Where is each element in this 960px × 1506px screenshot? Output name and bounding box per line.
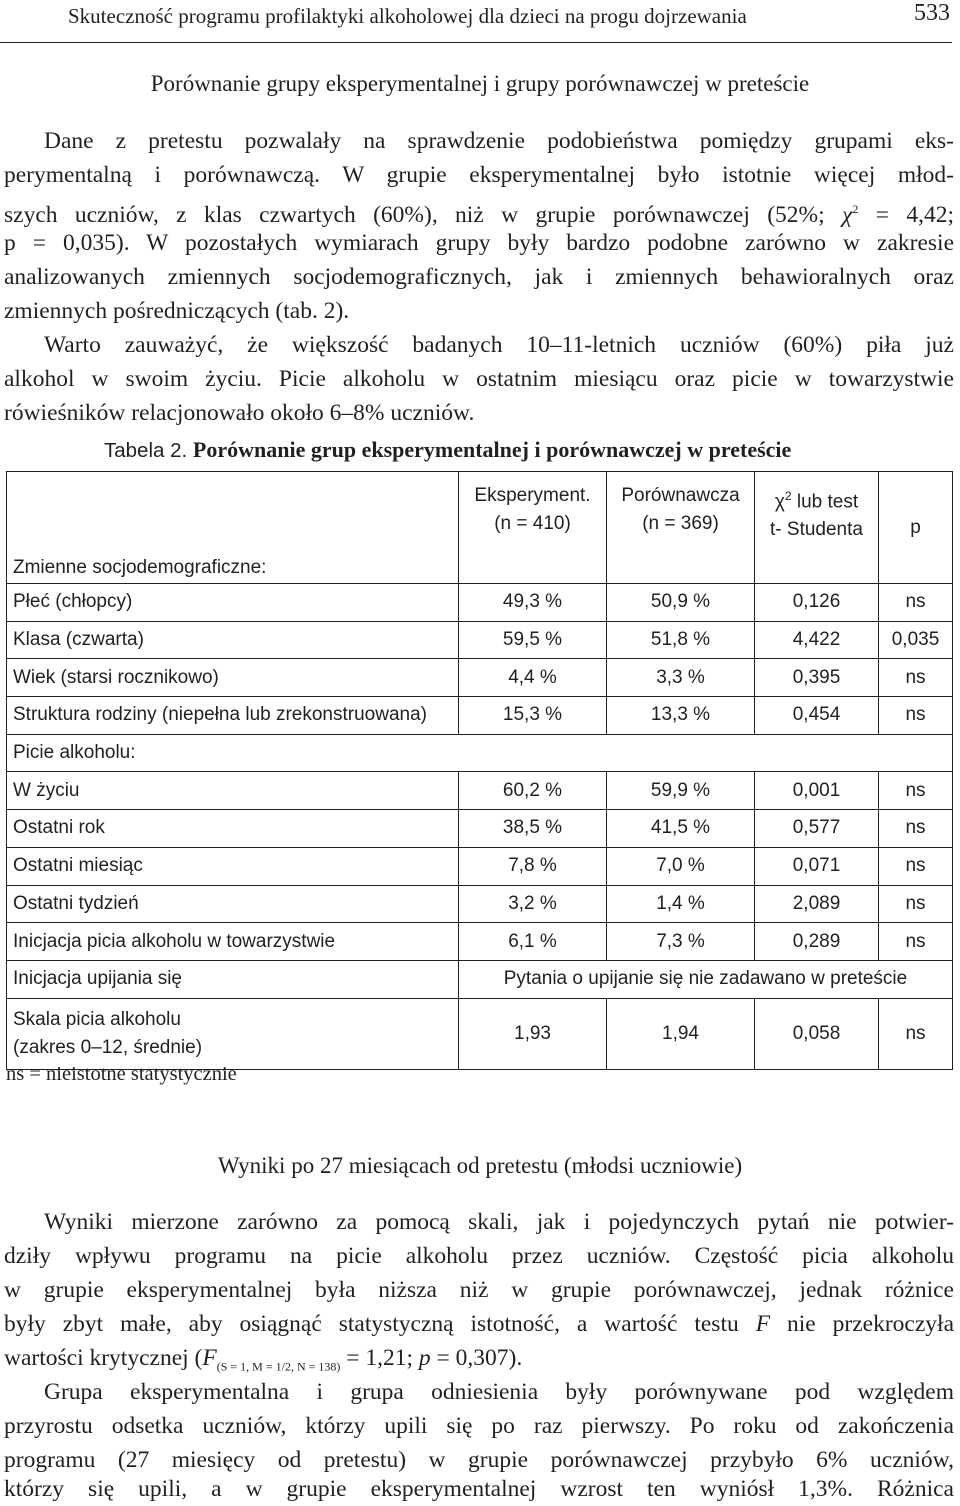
paragraph-line: analizowanych zmiennych socjodemograficznych, jak i zmiennych behawioralnych oraz bbox=[4, 264, 954, 290]
paragraph-line: p = 0,035). W pozostałych wymiarach grupy były bardzo podobne zarówno w zakresie bbox=[4, 230, 954, 256]
table-row: Ostatni rok 38,5 % 41,5 % 0,577 ns bbox=[7, 810, 953, 848]
paragraph-line: zmiennych pośredniczących (tab. 2). bbox=[4, 298, 350, 324]
paragraph-line: w grupie eksperymentalnej była niższa niż w grupie porównawczej, jednak różnice bbox=[4, 1277, 954, 1303]
table-row: Płeć (chłopcy) 49,3 % 50,9 % 0,126 ns bbox=[7, 584, 953, 622]
paragraph-line: były zbyt małe, aby osiągnąć statystyczną istotność, a wartość testu F nie przekroczyła bbox=[4, 1311, 955, 1337]
paragraph-line: Wyniki mierzone zarówno za pomocą skali, jak i pojedynczych pytań nie potwier- bbox=[44, 1209, 954, 1235]
table-row: Struktura rodziny (niepełna lub zrekonstruowana) 15,3 % 13,3 % 0,454 ns bbox=[7, 697, 953, 735]
table-row: W życiu 60,2 % 59,9 % 0,001 ns bbox=[7, 772, 953, 810]
table-caption-label: Tabela 2. bbox=[104, 439, 193, 462]
page-number: 533 bbox=[914, 0, 950, 26]
table-row: Ostatni miesiąc 7,8 % 7,0 % 0,071 ns bbox=[7, 847, 953, 885]
col-header-statistic: $\chi^2$ lub test t- Studenta bbox=[755, 472, 879, 584]
table-row-scale: Skala picia alkoholu (zakres 0–12, średnie) 1,93 1,94 0,058 ns bbox=[7, 998, 953, 1069]
header-rule bbox=[0, 42, 952, 43]
paragraph-line: dziły wpływu programu na picie alkoholu przez uczniów. Częstość picia alkoholu bbox=[4, 1243, 954, 1269]
section-heading: Porównanie grupy eksperymentalnej i grupy porównawczej w preteście bbox=[150, 71, 810, 96]
paragraph-line: Warto zauważyć, że większość badanych 10–11-letnich uczniów (60%) piła już bbox=[44, 332, 954, 358]
paragraph-line: szych uczniów, z klas czwartych (60%), niż w grupie porównawczej (52%; $\chi^2 = 4,42$; bbox=[4, 201, 954, 228]
col-header-p: p bbox=[879, 472, 953, 584]
paragraph-line: alkohol w swoim życiu. Picie alkoholu w ostatnim miesiącu oraz picie w towarzystwie bbox=[4, 366, 954, 392]
paragraph-line: przyrostu odsetka uczniów, którzy upili się po raz pierwszy. Po roku od zakończenia bbox=[4, 1413, 954, 1439]
table-caption bbox=[104, 437, 791, 463]
paragraph-line: którzy się upili, a w grupie eksperymentalnej wzrost ten wyniósł 1,3%. Różnica bbox=[4, 1476, 954, 1502]
paragraph-line: perymentalną i porównawczą. W grupie eksperymentalnej było istotnie więcej młod- bbox=[4, 162, 954, 188]
section-row-alcohol: Picie alkoholu: bbox=[7, 734, 953, 772]
paragraph-line: wartości krytycznej ($F_{(S = 1, M = 1/2, N = 138)} = 1,21$; p = 0,307). bbox=[4, 1345, 523, 1374]
table-row: Wiek (starsi rocznikowo) 4,4 % 3,3 % 0,395 ns bbox=[7, 659, 953, 697]
col-header-experimental: Eksperyment. (n = 410) bbox=[459, 472, 607, 584]
table-row: Inicjacja picia alkoholu w towarzystwie 6,1 % 7,3 % 0,289 ns bbox=[7, 923, 953, 961]
paragraph-line: rówieśników relacjonowało około 6–8% uczniów. bbox=[4, 400, 475, 426]
section-heading: Wyniki po 27 miesiącach od pretestu (młodsi uczniowie) bbox=[217, 1153, 743, 1178]
table-row: Klasa (czwarta) 59,5 % 51,8 % 4,422 0,035 bbox=[7, 621, 953, 659]
comparison-table bbox=[6, 471, 953, 1070]
chi-symbol: χ bbox=[842, 201, 853, 228]
col-header-comparison: Porównawcza (n = 369) bbox=[607, 472, 755, 584]
running-header bbox=[0, 0, 960, 44]
section-label-socio: Zmienne socjodemograficzne: bbox=[7, 472, 459, 584]
table-caption-title: Porównanie grup eksperymentalnej i porównawczej w preteście bbox=[192, 437, 792, 462]
binge-note: Pytania o upijanie się nie zadawano w preteście bbox=[459, 960, 953, 998]
table-row-binge: Inicjacja upijania się Pytania o upijanie się nie zadawano w preteście bbox=[7, 960, 953, 998]
table-row: Ostatni tydzień 3,2 % 1,4 % 2,089 ns bbox=[7, 885, 953, 923]
table-footnote: ns = nieistotne statystycznie bbox=[6, 1063, 237, 1085]
paragraph-line: Grupa eksperymentalna i grupa odniesienia były porównywane pod względem bbox=[44, 1379, 954, 1405]
running-title: Skuteczność programu profilaktyki alkoholowej dla dzieci na progu dojrzewania bbox=[68, 4, 747, 28]
table-header-row bbox=[7, 472, 953, 584]
paragraph-line: Dane z pretestu pozwalały na sprawdzenie podobieństwa pomiędzy grupami eks- bbox=[44, 128, 954, 154]
paragraph-line: programu (27 miesięcy od pretestu) w grupie porównawczej przybyło 6% uczniów, bbox=[4, 1447, 954, 1473]
